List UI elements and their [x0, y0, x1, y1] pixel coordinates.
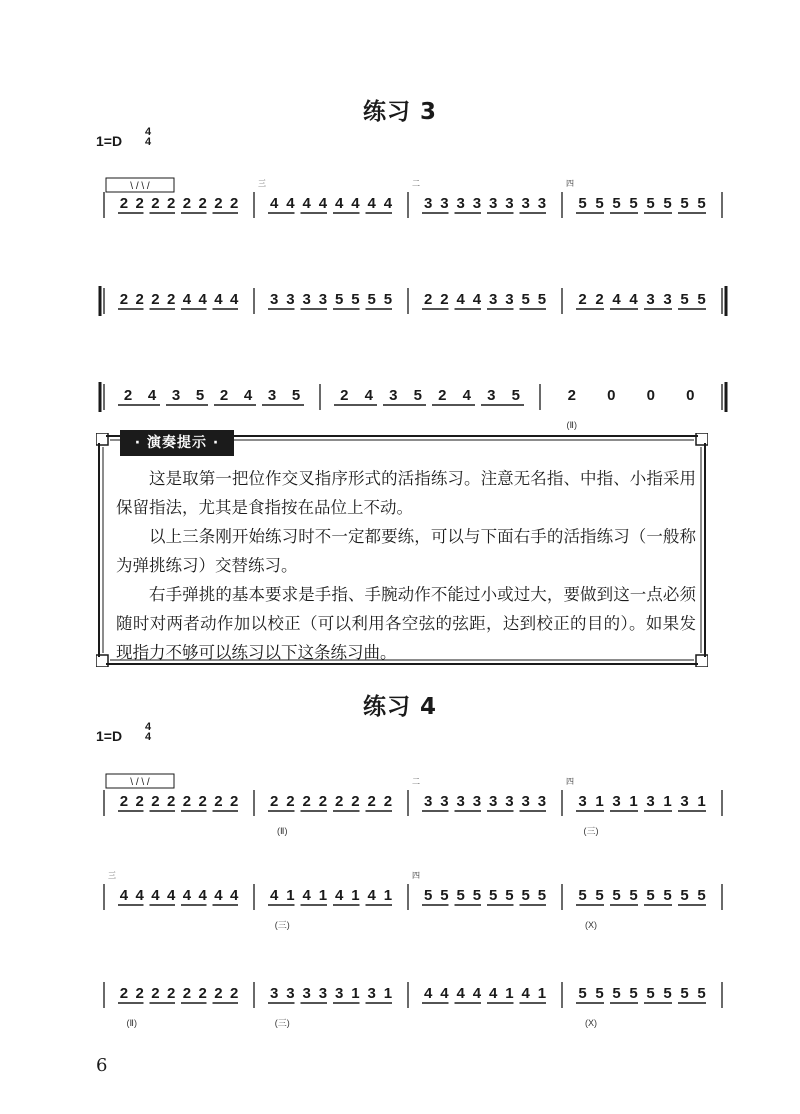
- note: 3: [286, 985, 295, 1002]
- note: 5: [521, 887, 530, 904]
- note: 4: [629, 291, 638, 308]
- note: 4: [472, 291, 482, 308]
- note: 2: [318, 793, 328, 810]
- note: 2: [166, 291, 176, 308]
- note: 3: [487, 387, 496, 404]
- note: 3: [302, 291, 311, 308]
- note: 2: [198, 985, 207, 1002]
- note: 3: [269, 291, 279, 308]
- note: 3: [646, 291, 655, 308]
- note: 3: [302, 985, 311, 1002]
- note: 1: [537, 985, 547, 1002]
- note: 1: [318, 887, 328, 904]
- note: 4: [334, 887, 344, 904]
- tips-text: [116, 464, 696, 667]
- note: 4: [198, 291, 207, 308]
- note: 2: [151, 985, 160, 1002]
- note: 4: [135, 887, 144, 904]
- note: 4: [456, 291, 465, 308]
- note: 3: [269, 985, 279, 1002]
- note: 3: [663, 291, 672, 308]
- note: 2: [198, 793, 207, 810]
- note: 5: [680, 985, 689, 1002]
- note: 2: [182, 195, 192, 212]
- note: 5: [537, 887, 547, 904]
- note: 1: [383, 985, 393, 1002]
- note: 2: [151, 793, 160, 810]
- note: 3: [537, 195, 547, 212]
- note: 2: [123, 387, 133, 404]
- note: 2: [334, 793, 344, 810]
- time-sig-top: 4: [144, 126, 152, 138]
- note: 3: [488, 793, 498, 810]
- tips-paragraph: 以上三条刚开始练习时不一定都要练，可以与下面右手的活指练习（一般称为弹挑练习）交替练习。: [116, 527, 696, 575]
- note: 2: [219, 387, 229, 404]
- note: 3: [488, 291, 498, 308]
- note: 3: [612, 793, 621, 810]
- note: 3: [171, 387, 181, 404]
- note: 5: [629, 195, 638, 212]
- note: 3: [472, 195, 482, 212]
- time-sig-top: 4: [144, 721, 152, 733]
- note: 5: [663, 887, 672, 904]
- note: 2: [383, 793, 393, 810]
- time-sig-bottom: 4: [144, 136, 152, 148]
- note: 5: [612, 887, 621, 904]
- note: 4: [472, 985, 482, 1002]
- note: 3: [521, 195, 530, 212]
- note: 3: [367, 985, 376, 1002]
- note: 2: [166, 195, 176, 212]
- note: 5: [697, 985, 706, 1002]
- note: 4: [302, 195, 311, 212]
- note: 5: [511, 387, 520, 404]
- note: 2: [198, 195, 207, 212]
- finger-mark: (X): [585, 1018, 597, 1028]
- note: 5: [521, 291, 530, 308]
- note: 3: [505, 291, 514, 308]
- note: 3: [505, 793, 514, 810]
- note: 0: [646, 387, 655, 404]
- note: 3: [646, 793, 655, 810]
- note: 5: [697, 291, 706, 308]
- note: 4: [286, 195, 295, 212]
- note: 2: [595, 291, 604, 308]
- note: 4: [302, 887, 311, 904]
- note: 5: [334, 291, 344, 308]
- note: 3: [578, 793, 587, 810]
- note: 2: [119, 291, 129, 308]
- note: 5: [680, 291, 689, 308]
- bow-marks: \ / \ /: [130, 777, 150, 788]
- note: 4: [229, 291, 239, 308]
- key-label: 1=D: [96, 728, 123, 744]
- note: 5: [195, 387, 205, 404]
- note: 2: [135, 195, 144, 212]
- note: 4: [488, 985, 498, 1002]
- finger-mark: (三): [274, 1018, 290, 1028]
- note: 5: [612, 985, 621, 1002]
- note: 5: [629, 887, 638, 904]
- bow-marks: \ / \ /: [130, 181, 150, 192]
- finger-mark: (三): [274, 920, 290, 930]
- note: 4: [334, 195, 344, 212]
- note: 4: [151, 887, 160, 904]
- note: 1: [697, 793, 706, 810]
- tips-label: · 演奏提示 ·: [120, 430, 234, 456]
- note: 2: [367, 793, 376, 810]
- note: 5: [697, 195, 706, 212]
- note: 2: [229, 195, 239, 212]
- note: 2: [214, 793, 223, 810]
- note: 3: [318, 985, 328, 1002]
- note: 3: [389, 387, 398, 404]
- note: 1: [663, 793, 672, 810]
- note: 5: [488, 887, 498, 904]
- note: 3: [267, 387, 277, 404]
- note: 5: [646, 195, 655, 212]
- note: 5: [595, 887, 604, 904]
- note: 4: [269, 887, 279, 904]
- note: 2: [119, 793, 129, 810]
- tips-paragraph: 右手弹挑的基本要求是手指、手腕动作不能过小或过大，要做到这一点必须随时对两者动作加以校正（可以利用各空弦的弦距，达到校正的目的）。如果发现指力不够可以练习以下这条练习曲。: [116, 585, 696, 662]
- note: 4: [364, 387, 373, 404]
- note: 3: [456, 195, 465, 212]
- note: 5: [663, 985, 672, 1002]
- note: 2: [229, 985, 239, 1002]
- note: 5: [595, 985, 604, 1002]
- note: 3: [537, 793, 547, 810]
- string-mark: 四: [566, 179, 574, 188]
- string-mark: 二: [412, 777, 420, 786]
- note: 2: [166, 985, 176, 1002]
- note: 5: [505, 887, 514, 904]
- note: 2: [214, 195, 223, 212]
- exercise-3-title: 练习 3: [362, 99, 437, 125]
- exercise-4-title: 练习 4: [362, 694, 437, 720]
- string-mark: 二: [412, 179, 420, 188]
- note: 5: [291, 387, 301, 404]
- finger-mark: (三): [583, 826, 599, 836]
- note: 1: [505, 985, 514, 1002]
- note: 5: [367, 291, 376, 308]
- note: 2: [423, 291, 433, 308]
- tips-paragraph: 这是取第一把位作交叉指序形式的活指练习。注意无名指、中指、小指采用保留指法，尤其是食指按在品位上不动。: [116, 469, 696, 517]
- note: 2: [166, 793, 176, 810]
- note: 4: [166, 887, 176, 904]
- note: 1: [351, 887, 360, 904]
- note: 4: [269, 195, 279, 212]
- note: 4: [198, 887, 207, 904]
- string-mark: 四: [566, 777, 574, 786]
- note: 1: [629, 793, 638, 810]
- note: 4: [440, 985, 449, 1002]
- note: 2: [135, 291, 144, 308]
- note: 2: [151, 195, 160, 212]
- note: 3: [680, 793, 689, 810]
- note: 5: [663, 195, 672, 212]
- note: 3: [505, 195, 514, 212]
- note: 2: [578, 291, 587, 308]
- note: 5: [456, 887, 465, 904]
- note: 4: [367, 887, 376, 904]
- note: 4: [383, 195, 393, 212]
- note: 2: [269, 793, 279, 810]
- note: 3: [334, 985, 344, 1002]
- note: 2: [302, 793, 311, 810]
- time-sig-bottom: 4: [144, 731, 152, 743]
- note: 4: [214, 291, 223, 308]
- note: 5: [578, 985, 587, 1002]
- note: 3: [521, 793, 530, 810]
- note: 5: [646, 887, 655, 904]
- note: 1: [383, 887, 393, 904]
- note: 2: [229, 793, 239, 810]
- string-mark: 三: [258, 179, 266, 188]
- note: 3: [472, 793, 482, 810]
- note: 2: [351, 793, 360, 810]
- note: 3: [286, 291, 295, 308]
- note: 4: [119, 887, 129, 904]
- note: 2: [438, 387, 447, 404]
- note: 3: [440, 793, 449, 810]
- note: 4: [521, 985, 530, 1002]
- note: 5: [697, 887, 706, 904]
- note: 3: [440, 195, 449, 212]
- note: 2: [151, 291, 160, 308]
- note: 1: [286, 887, 295, 904]
- note: 2: [214, 985, 223, 1002]
- note: 5: [383, 291, 393, 308]
- note: 4: [462, 387, 471, 404]
- note: 2: [182, 985, 192, 1002]
- note: 5: [578, 887, 587, 904]
- note: 3: [423, 793, 433, 810]
- note: 2: [135, 985, 144, 1002]
- note: 0: [607, 387, 616, 404]
- note: 4: [214, 887, 223, 904]
- note: 5: [595, 195, 604, 212]
- note: 4: [612, 291, 621, 308]
- note: 2: [182, 793, 192, 810]
- note: 4: [456, 985, 465, 1002]
- note: 4: [229, 887, 239, 904]
- note: 5: [612, 195, 621, 212]
- note: 2: [286, 793, 295, 810]
- note: 4: [147, 387, 157, 404]
- note: 3: [423, 195, 433, 212]
- page-number: 6: [96, 1055, 108, 1076]
- note: 3: [318, 291, 328, 308]
- string-mark: 四: [412, 871, 420, 880]
- note: 5: [537, 291, 547, 308]
- note: 5: [680, 887, 689, 904]
- note: 3: [456, 793, 465, 810]
- note: 5: [646, 985, 655, 1002]
- string-mark: 三: [108, 871, 116, 880]
- note: 2: [440, 291, 449, 308]
- note: 1: [595, 793, 604, 810]
- note: 2: [340, 387, 349, 404]
- note: 1: [351, 985, 360, 1002]
- note: 2: [119, 985, 129, 1002]
- finger-mark: (X): [585, 920, 597, 930]
- note: 4: [318, 195, 328, 212]
- note: 5: [680, 195, 689, 212]
- note: 4: [367, 195, 376, 212]
- note: 5: [629, 985, 638, 1002]
- key-label: 1=D: [96, 133, 123, 149]
- note: 5: [472, 887, 482, 904]
- note: 2: [135, 793, 144, 810]
- note: 4: [182, 887, 192, 904]
- note: 5: [440, 887, 449, 904]
- note: 2: [567, 387, 576, 404]
- note: 4: [243, 387, 253, 404]
- note: 5: [351, 291, 360, 308]
- finger-mark: (Ⅱ): [126, 1018, 137, 1028]
- note: 5: [423, 887, 433, 904]
- note: 4: [182, 291, 192, 308]
- note: 5: [413, 387, 422, 404]
- finger-mark: (Ⅱ): [277, 826, 288, 836]
- note: 4: [351, 195, 360, 212]
- note: 3: [488, 195, 498, 212]
- note: 0: [686, 387, 695, 404]
- note: 4: [423, 985, 433, 1002]
- finger-mark: (Ⅱ): [566, 420, 577, 430]
- note: 5: [578, 195, 587, 212]
- note: 2: [119, 195, 129, 212]
